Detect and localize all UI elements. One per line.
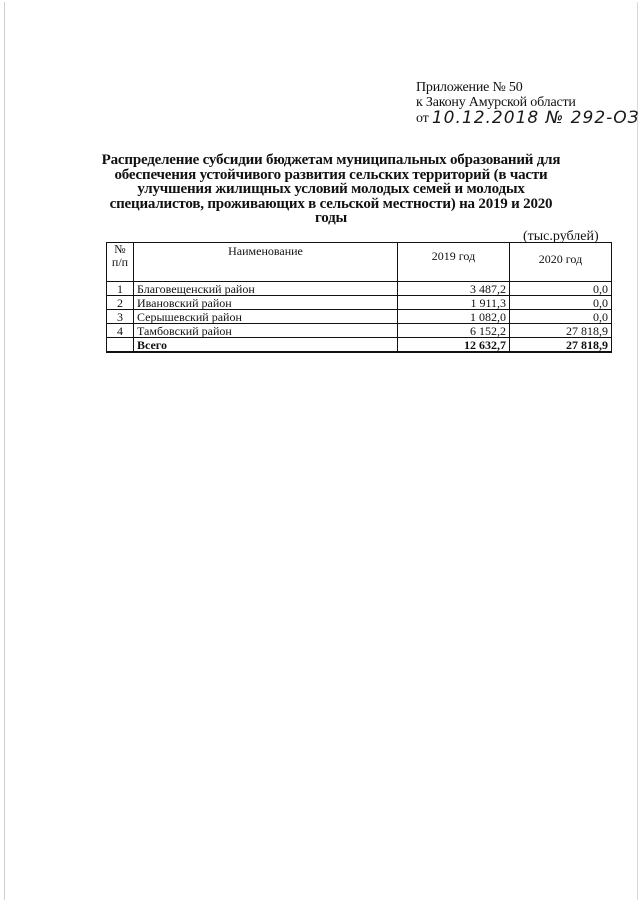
header-2019: 2019 год — [398, 243, 510, 282]
appendix-header — [416, 80, 640, 128]
total-2019: 12 632,7 — [398, 338, 510, 353]
table-row — [107, 324, 612, 338]
row-num: 1 — [107, 282, 134, 296]
row-num: 2 — [107, 296, 134, 310]
table-total-row — [107, 338, 612, 353]
document-title: Распределение субсидии бюджетам муниципальных образований для обеспечения устойчивого развития сельских территорий (в части улучшения жилищных условий молодых семей и молодых специалистов, проживающих в сельской местности) на 2019 и 2020 годы — [101, 152, 561, 226]
total-num — [107, 338, 134, 353]
row-2019: 3 487,2 — [398, 282, 510, 296]
header-num: № п/п — [107, 243, 134, 282]
subsidy-table — [106, 242, 612, 353]
row-name: Ивановский район — [134, 296, 398, 310]
table-header-row — [107, 243, 612, 282]
row-name: Тамбовский район — [134, 324, 398, 338]
appendix-number: Приложение № 50 — [416, 80, 523, 95]
row-num: 3 — [107, 310, 134, 324]
units-label: (тыс.рублей) — [523, 229, 599, 244]
table-row — [107, 310, 612, 324]
page-frame — [4, 2, 638, 900]
appendix-date-line — [416, 108, 640, 128]
row-2020: 0,0 — [510, 310, 612, 324]
table-row — [107, 282, 612, 296]
row-2019: 1 082,0 — [398, 310, 510, 324]
table-row — [107, 296, 612, 310]
row-2020: 0,0 — [510, 282, 612, 296]
row-2020: 27 818,9 — [510, 324, 612, 338]
total-2020: 27 818,9 — [510, 338, 612, 353]
row-2019: 6 152,2 — [398, 324, 510, 338]
handwritten-date-number: 10.12.2018 № 292-ОЗ — [431, 108, 640, 128]
row-name: Серышевский район — [134, 310, 398, 324]
header-2020: 2020 год — [510, 243, 612, 282]
row-2020: 0,0 — [510, 296, 612, 310]
total-name: Всего — [134, 338, 398, 353]
header-name: Наименование — [134, 243, 398, 282]
appendix-law: к Закону Амурской области — [416, 94, 576, 110]
date-prefix: от — [416, 111, 429, 126]
row-2019: 1 911,3 — [398, 296, 510, 310]
row-name: Благовещенский район — [134, 282, 398, 296]
row-num: 4 — [107, 324, 134, 338]
